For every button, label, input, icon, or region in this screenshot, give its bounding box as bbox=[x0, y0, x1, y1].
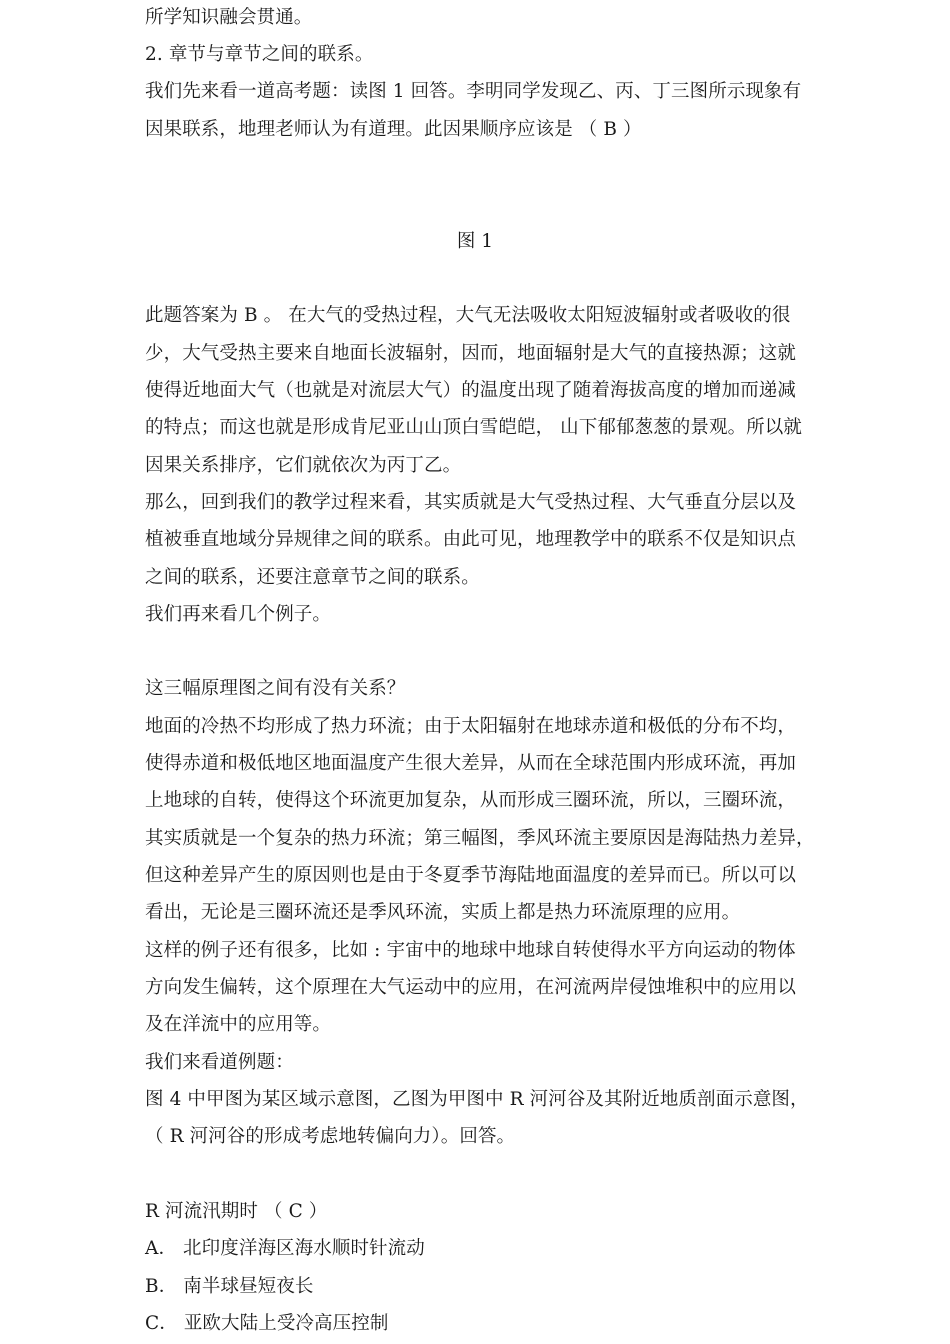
paragraph-line: 使得赤道和极低地区地面温度产生很大差异，从而在全球范围内形成环流，再加 bbox=[145, 753, 797, 774]
paragraph-line: 因果关系排序，它们就依次为丙丁乙。 bbox=[145, 455, 462, 476]
section-heading: 2. 章节与章节之间的联系。 bbox=[145, 44, 374, 65]
paragraph-line: 看出，无论是三圈环流还是季风环流，实质上都是热力环流原理的应用。 bbox=[145, 902, 741, 923]
paragraph-line: 我们先来看一道高考题：读图 1 回答。李明同学发现乙、丙、丁三图所示现象有 bbox=[145, 81, 802, 102]
paragraph-line: 我们再来看几个例子。 bbox=[145, 604, 332, 625]
paragraph-line: 之间的联系，还要注意章节之间的联系。 bbox=[145, 567, 480, 588]
paragraph-line: 但这种差异产生的原因则也是由于冬夏季节海陆地面温度的差异而已。所以可以 bbox=[145, 865, 797, 886]
answer-option-c: C． 亚欧大陆上受冷高压控制 bbox=[145, 1313, 389, 1334]
paragraph-line: 这样的例子还有很多，比如 : 宇宙中的地球中地球自转使得水平方向运动的物体 bbox=[145, 940, 796, 961]
paragraph-line: 图 4 中甲图为某区域示意图，乙图为甲图中 R 河河谷及其附近地质剖面示意图， bbox=[145, 1089, 809, 1110]
paragraph-line: 因果联系，地理老师认为有道理。此因果顺序应该是 （ B ） bbox=[145, 119, 642, 140]
paragraph-line: （ R 河河谷的形成考虑地转偏向力）。回答。 bbox=[145, 1126, 516, 1147]
paragraph-line: 使得近地面大气（也就是对流层大气）的温度出现了随着海拔高度的增加而递减 bbox=[145, 380, 797, 401]
paragraph-line: 上地球的自转，使得这个环流更加复杂，从而形成三圈环流，所以，三圈环流， bbox=[145, 790, 797, 811]
paragraph-line: 方向发生偏转，这个原理在大气运动中的应用，在河流两岸侵蚀堆积中的应用以 bbox=[145, 977, 797, 998]
paragraph-line: 地面的冷热不均形成了热力环流；由于太阳辐射在地球赤道和极低的分布不均， bbox=[145, 716, 797, 737]
paragraph-line: 此题答案为 B 。 在大气的受热过程，大气无法吸收太阳短波辐射或者吸收的很 bbox=[145, 305, 791, 326]
paragraph-line: 其实质就是一个复杂的热力环流；第三幅图，季风环流主要原因是海陆热力差异， bbox=[145, 828, 815, 849]
question-stem: R 河流汛期时 （ C ） bbox=[145, 1201, 328, 1222]
answer-option-a: A． 北印度洋海区海水顺时针流动 bbox=[145, 1238, 425, 1259]
paragraph-line: 植被垂直地域分异规律之间的联系。由此可见，地理教学中的联系不仅是知识点 bbox=[145, 529, 797, 550]
figure-caption: 图 1 bbox=[456, 231, 494, 252]
paragraph-line: 所学知识融会贯通。 bbox=[145, 7, 313, 28]
paragraph-line: 及在洋流中的应用等。 bbox=[145, 1014, 332, 1035]
paragraph-line: 的特点；而这也就是形成肯尼亚山山顶白雪皑皑， 山下郁郁葱葱的景观。所以就 bbox=[145, 417, 802, 438]
answer-option-b: B． 南半球昼短夜长 bbox=[145, 1276, 314, 1297]
paragraph-line: 这三幅原理图之间有没有关系？ bbox=[145, 678, 406, 699]
paragraph-line: 我们来看道例题： bbox=[145, 1052, 294, 1073]
paragraph-line: 少，大气受热主要来自地面长波辐射，因而，地面辐射是大气的直接热源；这就 bbox=[145, 343, 797, 364]
paragraph-line: 那么，回到我们的教学过程来看，其实质就是大气受热过程、大气垂直分层以及 bbox=[145, 492, 797, 513]
